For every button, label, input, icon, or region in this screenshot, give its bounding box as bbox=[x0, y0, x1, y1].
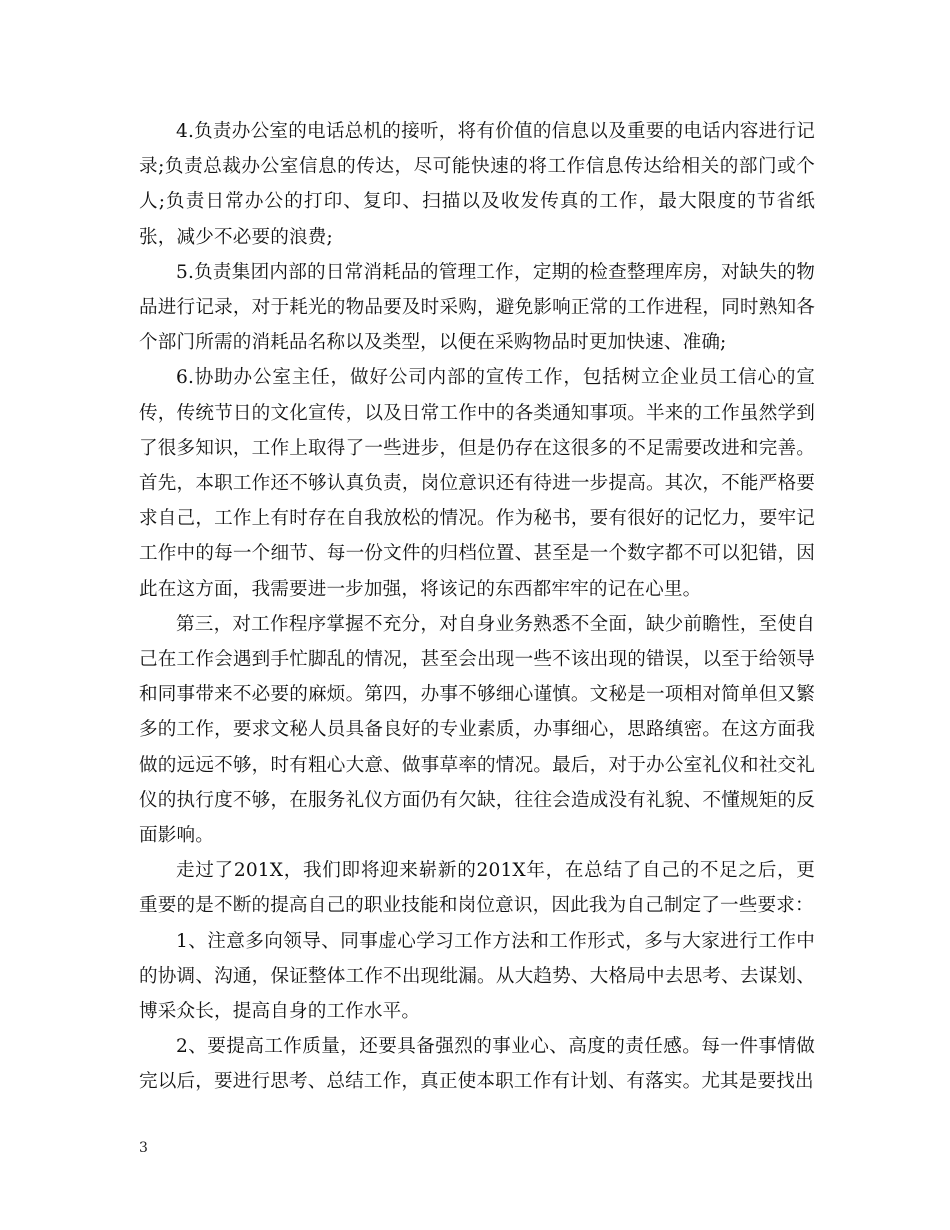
paragraph-item-4: 4.负责办公室的电话总机的接听，将有价值的信息以及重要的电话内容进行记录;负责总裁办公室信息的传达，尽可能快速的将工作信息传达给相关的部门或个人;负责日常办公的打印、复印、扫描以及收发传真的工作，最大限度的节省纸张，减少不必要的浪费; bbox=[139, 121, 815, 248]
page-number: 3 bbox=[139, 1140, 148, 1156]
paragraph-third-point: 第三，对工作程序掌握不充分，对自身业务熟悉不全面，缺少前瞻性，至使自己在工作会遇到手忙脚乱的情况，甚至会出现一些不该出现的错误，以至于给领导和同事带来不必要的麻烦。第四，办事不够细心谨慎。文秘是一项相对简单但又繁多的工作，要求文秘人员具备良好的专业素质，办事细心，思路缜密。在这方面我做的远远不够，时有粗心大意、做事草率的情况。最后，对于办公室礼仪和社交礼仪的执行度不够，在服务礼仪方面仍有欠缺，往往会造成没有礼貌、不懂规矩的反面影响。 bbox=[139, 613, 815, 847]
page-body bbox=[139, 114, 815, 1100]
paragraph-item-5: 5.负责集团内部的日常消耗品的管理工作，定期的检查整理库房，对缺失的物品进行记录，对于耗光的物品要及时采购，避免影响正常的工作进程，同时熟知各个部门所需的消耗品名称以及类型，以便在采购物品时更加快速、准确; bbox=[139, 261, 815, 354]
paragraph-item-6: 6.协助办公室主任，做好公司内部的宣传工作，包括树立企业员工信心的宣传，传统节日的文化宣传，以及日常工作中的各类通知事项。半来的工作虽然学到了很多知识，工作上取得了一些进步，但是仍存在这很多的不足需要改进和完善。首先，本职工作还不够认真负责，岗位意识还有待进一步提高。其次，不能严格要求自己，工作上有时存在自我放松的情况。作为秘书，要有很好的记忆力，要牢记工作中的每一个细节、每一份文件的归档位置、甚至是一个数字都不可以犯错，因此在这方面，我需要进一步加强，将该记的东西都牢牢的记在心里。 bbox=[139, 367, 815, 600]
paragraph-outlook: 走过了201X，我们即将迎来崭新的201X年，在总结了自己的不足之后，更重要的是不断的提高自己的职业技能和岗位意识，因此我为自己制定了一些要求： bbox=[139, 860, 815, 917]
paragraph-requirement-2: 2、要提高工作质量，还要具备强烈的事业心、高度的责任感。每一件事情做完以后，要进行思考、总结工作，真正使本职工作有计划、有落实。尤其是要找出 bbox=[139, 1036, 815, 1093]
paragraph-requirement-1: 1、注意多向领导、同事虚心学习工作方法和工作形式，多与大家进行工作中的协调、沟通，保证整体工作不出现纰漏。从大趋势、大格局中去思考、去谋划、博采众长，提高自身的工作水平。 bbox=[139, 930, 815, 1023]
